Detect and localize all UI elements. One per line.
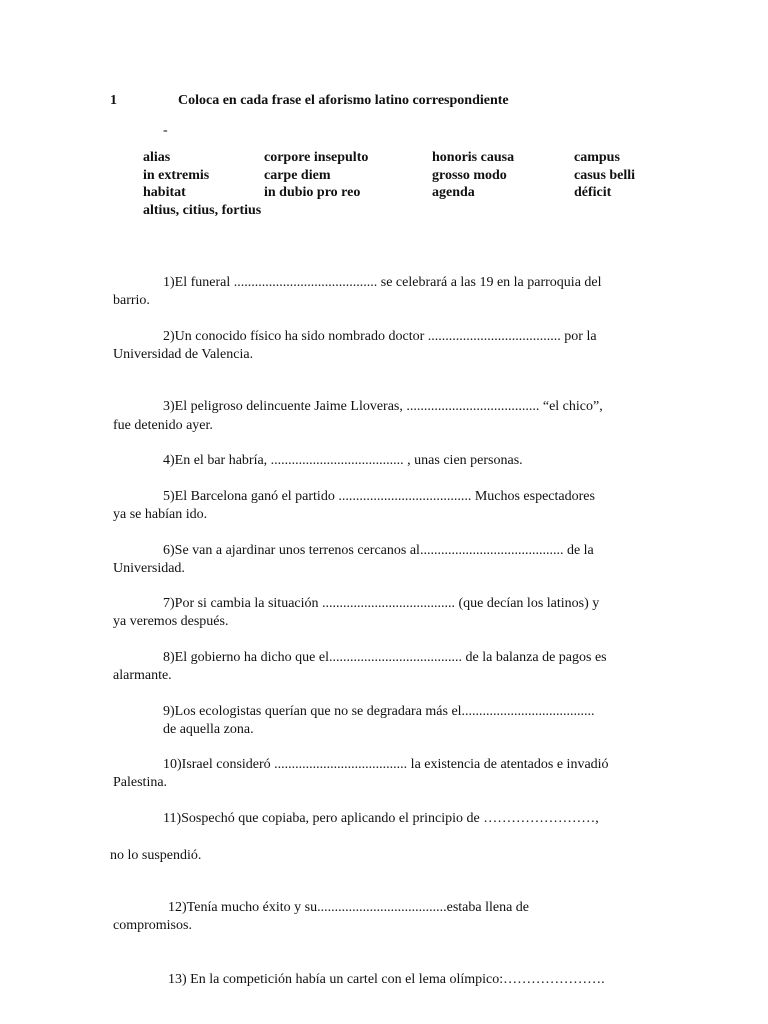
sentence-line: 11)Sospechó que copiaba, pero aplicando el principio de ……………………, [163, 811, 599, 826]
sentence-line: 5)El Barcelona ganó el partido ...................................... Muchos espectadores [163, 489, 595, 504]
word-bank-item: corpore insepulto [264, 150, 369, 165]
sentence-line: 6)Se van a ajardinar unos terrenos cercanos al......................................... de la [163, 543, 594, 558]
sentence-line: 2)Un conocido físico ha sido nombrado doctor ...................................... por la [163, 329, 597, 344]
sentence-line: barrio. [113, 293, 150, 308]
sentence-line: fue detenido ayer. [113, 418, 213, 433]
sentence-line: 13) En la competición había un cartel con el lema olímpico:…………………. [168, 972, 605, 987]
exercise-number: 1 [110, 93, 117, 108]
sentence-line: ya se habían ido. [113, 507, 208, 522]
word-bank-item: déficit [574, 185, 612, 200]
exercise-dash: - [163, 123, 168, 138]
word-bank-item: honoris causa [432, 150, 515, 165]
exercise-title: Coloca en cada frase el aforismo latino correspondiente [178, 93, 509, 108]
word-bank-item: grosso modo [432, 168, 507, 183]
sentence-line: alarmante. [113, 668, 172, 683]
word-bank-item: habitat [143, 185, 186, 200]
sentence-line: 7)Por si cambia la situación ...................................... (que decían los latinos) y [163, 596, 600, 611]
sentence-line: 10)Israel consideró ...................................... la existencia de atentados e invadió [163, 757, 609, 772]
sentence-line: Palestina. [113, 775, 168, 790]
word-bank-item: in extremis [143, 168, 210, 183]
word-bank-item: casus belli [574, 168, 636, 183]
sentence-line: 9)Los ecologistas querían que no se degradara más el...................................... [163, 704, 595, 719]
sentence-line: de aquella zona. [163, 722, 254, 737]
word-bank-item: in dubio pro reo [264, 185, 361, 200]
sentence-line: Universidad. [113, 561, 185, 576]
sentence-line: compromisos. [113, 918, 192, 933]
word-bank-item: agenda [432, 185, 475, 200]
word-bank-item: carpe diem [264, 168, 331, 183]
sentence-line: Universidad de Valencia. [113, 347, 254, 362]
word-bank-item: campus [574, 150, 620, 165]
sentence-line: ya veremos después. [113, 614, 229, 629]
sentence-line: 1)El funeral ......................................... se celebrará a las 19 en la parroquia del [163, 275, 602, 290]
sentence-line: 3)El peligroso delincuente Jaime Lloveras, ...................................... “el chico”, [163, 399, 603, 414]
sentence-line: 4)En el bar habría, ...................................... , unas cien personas. [163, 453, 523, 468]
word-bank-item: alias [143, 150, 171, 165]
sentence-line: 12)Tenía mucho éxito y su.....................................estaba llena de [168, 900, 529, 915]
sentence-line: 8)El gobierno ha dicho que el...................................... de la balanza de pagos es [163, 650, 607, 665]
word-bank-item: altius, citius, fortius [143, 203, 262, 218]
sentence-line: no lo suspendió. [110, 848, 202, 863]
